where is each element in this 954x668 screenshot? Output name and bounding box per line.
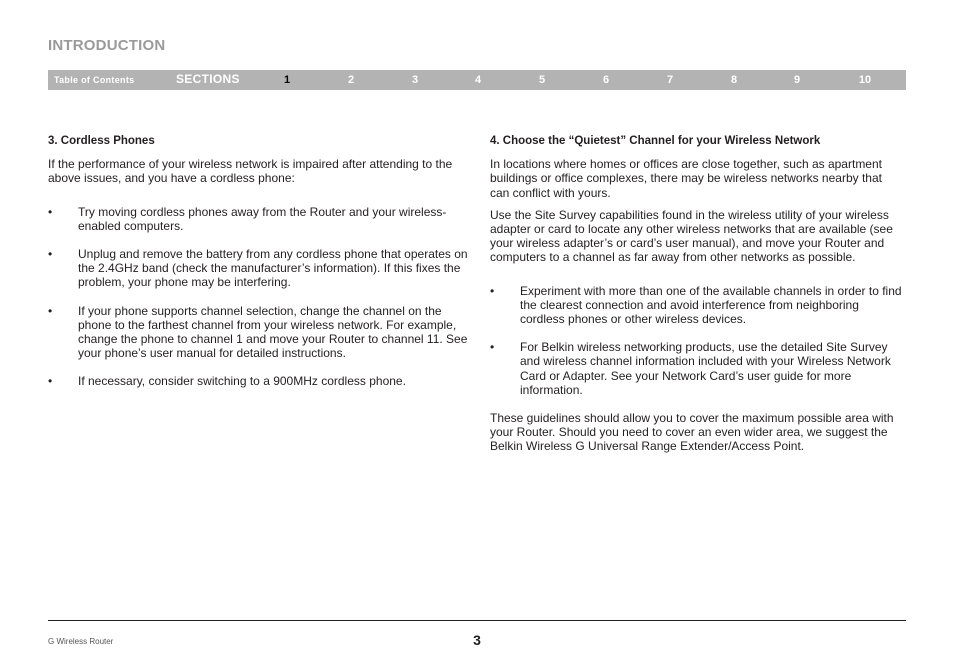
nav-section-5[interactable]: 5	[538, 74, 546, 86]
nav-section-1[interactable]: 1	[283, 74, 291, 86]
table-of-contents-link[interactable]: Table of Contents	[54, 75, 135, 85]
nav-section-10[interactable]: 10	[858, 74, 872, 86]
list-item	[490, 284, 902, 327]
list-item-text: If your phone supports channel selection, change the channel on the phone to the farthest channel from your wireless network. For example, change the phone to channel 1 and move your Router to channel 11. See your phone’s user manual for detailed instructions.	[78, 303, 468, 361]
cordless-phones-heading: 3. Cordless Phones	[48, 135, 155, 147]
section-navbar	[48, 70, 906, 90]
bullet-glyph: •	[48, 204, 53, 219]
right-column	[490, 134, 902, 462]
quietest-channel-paragraph-1: In locations where homes or offices are close together, such as apartment buildings or office complexes, there may be wireless networks nearby that can conflict with yours.	[490, 157, 882, 200]
page-number: 3	[473, 632, 481, 648]
list-item	[490, 340, 902, 397]
section-title: INTRODUCTION	[48, 37, 166, 54]
quietest-channel-paragraph-2: Use the Site Survey capabilities found in the wireless utility of your wireless adapter or card to locate any other wireless networks that are available (see your wireless adapter’s or card’s user manual), and move your Router and computers to a channel as far away from other networks as possible.	[490, 207, 893, 265]
list-item-text: For Belkin wireless networking products, use the detailed Site Survey and wireless channel information included with your Wireless Network Card or Adapter. See your Network Card’s user guide for more information.	[520, 340, 891, 397]
nav-section-4[interactable]: 4	[474, 74, 482, 86]
cordless-phones-list	[48, 205, 468, 389]
bullet-glyph: •	[48, 303, 53, 318]
nav-section-8[interactable]: 8	[730, 74, 738, 86]
list-item-text: If necessary, consider switching to a 900MHz cordless phone.	[78, 374, 406, 389]
footer-product-name: G Wireless Router	[48, 637, 114, 646]
nav-section-9[interactable]: 9	[793, 74, 801, 86]
list-item-text: Try moving cordless phones away from the Router and your wireless-enabled computers.	[78, 204, 447, 233]
list-item	[48, 247, 468, 290]
list-item-text: Unplug and remove the battery from any cordless phone that operates on the 2.4GHz band (check the manufacturer’s information). If this fixes the problem, your phone may be interfering.	[78, 247, 468, 290]
quietest-channel-list	[490, 284, 902, 397]
list-item	[48, 304, 468, 361]
cordless-phones-intro: If the performance of your wireless network is impaired after attending to the above issues, and you have a cordless phone:	[48, 157, 453, 186]
footer-divider	[48, 620, 906, 621]
quietest-channel-heading: 4. Choose the “Quietest” Channel for your Wireless Network	[490, 135, 821, 147]
bullet-glyph: •	[48, 247, 53, 262]
quietest-channel-closing: These guidelines should allow you to cover the maximum possible area with your Router. Should you need to cover an even wider area, we suggest the Belkin Wireless G Universal Range Extender/Access Point.	[490, 411, 894, 454]
nav-section-2[interactable]: 2	[347, 74, 355, 86]
left-column	[48, 134, 468, 403]
nav-section-7[interactable]: 7	[666, 74, 674, 86]
list-item-text: Experiment with more than one of the available channels in order to find the clearest connection and avoid interference from neighboring cordless phones or other wireless devices.	[520, 283, 902, 327]
nav-section-6[interactable]: 6	[602, 74, 610, 86]
bullet-glyph: •	[48, 374, 53, 389]
bullet-glyph: •	[490, 283, 495, 298]
list-item	[48, 374, 468, 388]
bullet-glyph: •	[490, 340, 495, 355]
nav-section-3[interactable]: 3	[411, 74, 419, 86]
list-item	[48, 205, 468, 233]
sections-label: SECTIONS	[176, 72, 240, 86]
